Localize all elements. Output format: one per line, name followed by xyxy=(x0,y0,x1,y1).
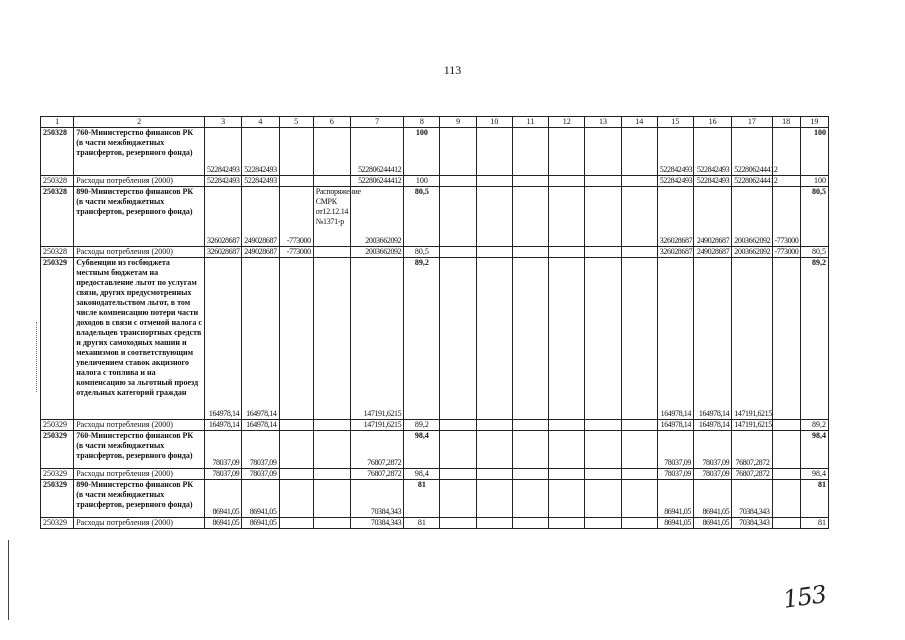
cell-col4: 78037,09 xyxy=(242,431,279,469)
cell-col3: 522842493 xyxy=(205,176,242,187)
cell-col13 xyxy=(585,258,621,420)
cell-col6 xyxy=(313,518,350,529)
cell-col11 xyxy=(512,247,548,258)
cell-col7: 76807,2872 xyxy=(350,469,403,480)
cell-col10 xyxy=(476,420,512,431)
cell-col12 xyxy=(549,176,585,187)
handwritten-page-number: 153 xyxy=(781,580,828,614)
cell-col6 xyxy=(313,469,350,480)
cell-col6 xyxy=(313,258,350,420)
cell-col10 xyxy=(476,187,512,247)
cell-col19: 81 xyxy=(800,518,828,529)
cell-col8: 80,5 xyxy=(404,187,440,247)
cell-col9 xyxy=(440,431,476,469)
cell-col5 xyxy=(279,176,313,187)
column-header: 8 xyxy=(404,117,440,128)
cell-col7: 70384,343 xyxy=(350,480,403,518)
cell-col14 xyxy=(621,420,657,431)
cell-col7: 147191,6215 xyxy=(350,258,403,420)
cell-col9 xyxy=(440,176,476,187)
cell-col17: 522806244412 xyxy=(732,128,772,176)
cell-col18 xyxy=(772,258,800,420)
cell-col6 xyxy=(313,431,350,469)
cell-col10 xyxy=(476,469,512,480)
cell-col16: 164978,14 xyxy=(694,258,732,420)
cell-col7: 2003662092 xyxy=(350,247,403,258)
cell-col12 xyxy=(549,420,585,431)
cell-col4: 86941,05 xyxy=(242,518,279,529)
cell-col19: 100 xyxy=(800,128,828,176)
cell-col16: 522842493 xyxy=(694,128,732,176)
cell-col5: -773000 xyxy=(279,187,313,247)
column-header: 16 xyxy=(694,117,732,128)
cell-col16: 78037,09 xyxy=(694,469,732,480)
cell-col13 xyxy=(585,518,621,529)
margin-line xyxy=(8,540,11,620)
cell-col11 xyxy=(512,176,548,187)
cell-col8: 98,4 xyxy=(404,431,440,469)
table-row xyxy=(41,258,829,420)
cell-col8: 89,2 xyxy=(404,258,440,420)
table-row xyxy=(41,128,829,176)
cell-col6 xyxy=(313,128,350,176)
cell-col17: 2003662092 xyxy=(732,247,772,258)
cell-col12 xyxy=(549,518,585,529)
column-header: 7 xyxy=(350,117,403,128)
cell-col4: 78037,09 xyxy=(242,469,279,480)
cell-col13 xyxy=(585,480,621,518)
table-row xyxy=(41,431,829,469)
cell-col3: 326028687 xyxy=(205,247,242,258)
cell-col8: 98,4 xyxy=(404,469,440,480)
cell-col12 xyxy=(549,480,585,518)
cell-col18 xyxy=(772,469,800,480)
page-number: 113 xyxy=(443,63,462,77)
cell-col7: 2003662092 xyxy=(350,187,403,247)
row-code: 250329 xyxy=(41,518,74,529)
cell-col5 xyxy=(279,518,313,529)
cell-col6 xyxy=(313,420,350,431)
cell-col17: 76807,2872 xyxy=(732,469,772,480)
cell-col7: 76807,2872 xyxy=(350,431,403,469)
cell-col9 xyxy=(440,258,476,420)
cell-col5 xyxy=(279,420,313,431)
cell-col13 xyxy=(585,176,621,187)
cell-col19: 80,5 xyxy=(800,187,828,247)
cell-col18: -773000 xyxy=(772,247,800,258)
column-header: 1 xyxy=(41,117,74,128)
table-row xyxy=(41,480,829,518)
cell-col19: 89,2 xyxy=(800,258,828,420)
cell-col9 xyxy=(440,247,476,258)
cell-col14 xyxy=(621,187,657,247)
cell-col3: 86941,05 xyxy=(205,480,242,518)
column-header: 2 xyxy=(74,117,205,128)
cell-col13 xyxy=(585,469,621,480)
cell-col15: 78037,09 xyxy=(657,431,693,469)
budget-table xyxy=(40,116,829,529)
cell-col19: 98,4 xyxy=(800,431,828,469)
cell-col16: 249028687 xyxy=(694,247,732,258)
row-description: Расходы потребления (2000) xyxy=(74,420,205,431)
cell-col10 xyxy=(476,247,512,258)
cell-col4: 86941,05 xyxy=(242,480,279,518)
cell-col3: 86941,05 xyxy=(205,518,242,529)
column-header: 14 xyxy=(621,117,657,128)
table-row xyxy=(41,518,829,529)
cell-col14 xyxy=(621,469,657,480)
cell-col14 xyxy=(621,431,657,469)
cell-col15: 522842493 xyxy=(657,128,693,176)
cell-col6 xyxy=(313,247,350,258)
row-code: 250329 xyxy=(41,258,74,420)
cell-col17: 70384,343 xyxy=(732,518,772,529)
row-description: 890-Министерство финансов РК (в части межбюджетных трансфертов, резервного фонда) xyxy=(74,187,205,247)
cell-col4: 164978,14 xyxy=(242,420,279,431)
cell-col10 xyxy=(476,480,512,518)
column-header: 3 xyxy=(205,117,242,128)
cell-col19: 80,5 xyxy=(800,247,828,258)
table-body xyxy=(41,117,829,529)
cell-col5 xyxy=(279,128,313,176)
cell-col9 xyxy=(440,187,476,247)
cell-col13 xyxy=(585,187,621,247)
cell-col19: 89,2 xyxy=(800,420,828,431)
cell-col12 xyxy=(549,128,585,176)
cell-col3: 164978,14 xyxy=(205,258,242,420)
cell-col5 xyxy=(279,469,313,480)
cell-col11 xyxy=(512,480,548,518)
cell-col13 xyxy=(585,420,621,431)
cell-col16: 249028687 xyxy=(694,187,732,247)
cell-col15: 326028687 xyxy=(657,247,693,258)
cell-col18 xyxy=(772,431,800,469)
cell-col7: 70384,343 xyxy=(350,518,403,529)
cell-col6 xyxy=(313,480,350,518)
cell-col14 xyxy=(621,518,657,529)
table-row xyxy=(41,420,829,431)
row-code: 250329 xyxy=(41,431,74,469)
cell-col8: 89,2 xyxy=(404,420,440,431)
cell-col8: 81 xyxy=(404,518,440,529)
row-description: Субвенции из госбюджета местным бюджетам на предоставление льгот по услугам связи, других предусмотренных законодательством льгот, в том числе компенсацию потери части доходов в связи с отменой налога с владельцев транспортных средств и других самоходных машин и механизмов и соответствующим увеличением ставок акцизного налога с топлива и на компенсацию за льготный проезд отдельных категорий граждан xyxy=(74,258,205,420)
cell-col12 xyxy=(549,431,585,469)
row-code: 250328 xyxy=(41,128,74,176)
cell-col16: 86941,05 xyxy=(694,518,732,529)
cell-col3: 522842493 xyxy=(205,128,242,176)
cell-col17: 76807,2872 xyxy=(732,431,772,469)
row-description: 760-Министерство финансов РК (в части межбюджетных трансфертов, резервного фонда) xyxy=(74,431,205,469)
column-header: 11 xyxy=(512,117,548,128)
cell-col11 xyxy=(512,258,548,420)
cell-col14 xyxy=(621,128,657,176)
cell-col19: 98,4 xyxy=(800,469,828,480)
column-header: 6 xyxy=(313,117,350,128)
column-header: 5 xyxy=(279,117,313,128)
cell-col13 xyxy=(585,431,621,469)
row-code: 250328 xyxy=(41,187,74,247)
column-header: 13 xyxy=(585,117,621,128)
row-code: 250329 xyxy=(41,420,74,431)
cell-col9 xyxy=(440,420,476,431)
cell-col19: 81 xyxy=(800,480,828,518)
cell-col18 xyxy=(772,480,800,518)
cell-col11 xyxy=(512,469,548,480)
cell-col4: 164978,14 xyxy=(242,258,279,420)
cell-col5 xyxy=(279,258,313,420)
cell-col17: 2003662092 xyxy=(732,187,772,247)
cell-col11 xyxy=(512,128,548,176)
cell-col16: 86941,05 xyxy=(694,480,732,518)
cell-col16: 522842493 xyxy=(694,176,732,187)
cell-col15: 164978,14 xyxy=(657,258,693,420)
cell-col11 xyxy=(512,420,548,431)
cell-col12 xyxy=(549,469,585,480)
cell-col3: 164978,14 xyxy=(205,420,242,431)
column-header: 4 xyxy=(242,117,279,128)
column-header: 9 xyxy=(440,117,476,128)
cell-col8: 81 xyxy=(404,480,440,518)
cell-col11 xyxy=(512,431,548,469)
cell-col14 xyxy=(621,247,657,258)
cell-col8: 100 xyxy=(404,176,440,187)
cell-col16: 164978,14 xyxy=(694,420,732,431)
cell-col7: 522806244412 xyxy=(350,128,403,176)
cell-col4: 249028687 xyxy=(242,247,279,258)
cell-col8: 100 xyxy=(404,128,440,176)
row-code: 250329 xyxy=(41,480,74,518)
cell-col11 xyxy=(512,187,548,247)
cell-col11 xyxy=(512,518,548,529)
cell-col17: 147191,6215 xyxy=(732,420,772,431)
cell-col14 xyxy=(621,480,657,518)
row-description: Расходы потребления (2000) xyxy=(74,469,205,480)
cell-col7: 147191,6215 xyxy=(350,420,403,431)
row-description: 890-Министерство финансов РК (в части межбюджетных трансфертов, резервного фонда) xyxy=(74,480,205,518)
cell-col13 xyxy=(585,247,621,258)
cell-col3: 326028687 xyxy=(205,187,242,247)
margin-dotted-line xyxy=(36,322,38,392)
row-description: Расходы потребления (2000) xyxy=(74,176,205,187)
cell-col12 xyxy=(549,258,585,420)
cell-col15: 164978,14 xyxy=(657,420,693,431)
cell-col9 xyxy=(440,480,476,518)
cell-col4: 522842493 xyxy=(242,128,279,176)
column-header: 12 xyxy=(549,117,585,128)
table-row xyxy=(41,469,829,480)
cell-col14 xyxy=(621,176,657,187)
cell-col5 xyxy=(279,431,313,469)
cell-col14 xyxy=(621,258,657,420)
cell-col10 xyxy=(476,518,512,529)
row-description: Расходы потребления (2000) xyxy=(74,247,205,258)
cell-col3: 78037,09 xyxy=(205,431,242,469)
cell-col9 xyxy=(440,518,476,529)
column-header: 18 xyxy=(772,117,800,128)
table-row xyxy=(41,247,829,258)
cell-col17: 147191,6215 xyxy=(732,258,772,420)
cell-col5 xyxy=(279,480,313,518)
cell-col15: 86941,05 xyxy=(657,480,693,518)
cell-col18 xyxy=(772,420,800,431)
row-code: 250328 xyxy=(41,247,74,258)
cell-col9 xyxy=(440,469,476,480)
cell-col3: 78037,09 xyxy=(205,469,242,480)
table-row xyxy=(41,187,829,247)
row-code: 250328 xyxy=(41,176,74,187)
cell-col17: 522806244412 xyxy=(732,176,772,187)
cell-col15: 522842493 xyxy=(657,176,693,187)
cell-col16: 78037,09 xyxy=(694,431,732,469)
column-header: 10 xyxy=(476,117,512,128)
column-header: 17 xyxy=(732,117,772,128)
row-description: Расходы потребления (2000) xyxy=(74,518,205,529)
header-row xyxy=(41,117,829,128)
cell-col17: 70384,343 xyxy=(732,480,772,518)
table-row xyxy=(41,176,829,187)
cell-col12 xyxy=(549,187,585,247)
cell-col12 xyxy=(549,247,585,258)
column-header: 19 xyxy=(800,117,828,128)
cell-col6 xyxy=(313,176,350,187)
column-header: 15 xyxy=(657,117,693,128)
cell-col19: 100 xyxy=(800,176,828,187)
cell-col8: 80,5 xyxy=(404,247,440,258)
cell-col4: 249028687 xyxy=(242,187,279,247)
cell-col13 xyxy=(585,128,621,176)
cell-col18 xyxy=(772,518,800,529)
cell-col9 xyxy=(440,128,476,176)
cell-col15: 78037,09 xyxy=(657,469,693,480)
row-code: 250329 xyxy=(41,469,74,480)
cell-col10 xyxy=(476,431,512,469)
cell-col15: 326028687 xyxy=(657,187,693,247)
cell-col15: 86941,05 xyxy=(657,518,693,529)
cell-col7: 522806244412 xyxy=(350,176,403,187)
cell-col4: 522842493 xyxy=(242,176,279,187)
cell-col5: -773000 xyxy=(279,247,313,258)
cell-col18: -773000 xyxy=(772,187,800,247)
cell-col6: Распоряжение СМРК от12.12.14 №1371-р xyxy=(313,187,350,247)
row-description: 760-Министерство финансов РК (в части межбюджетных трансфертов, резервного фонда) xyxy=(74,128,205,176)
cell-col10 xyxy=(476,258,512,420)
cell-col10 xyxy=(476,176,512,187)
cell-col10 xyxy=(476,128,512,176)
